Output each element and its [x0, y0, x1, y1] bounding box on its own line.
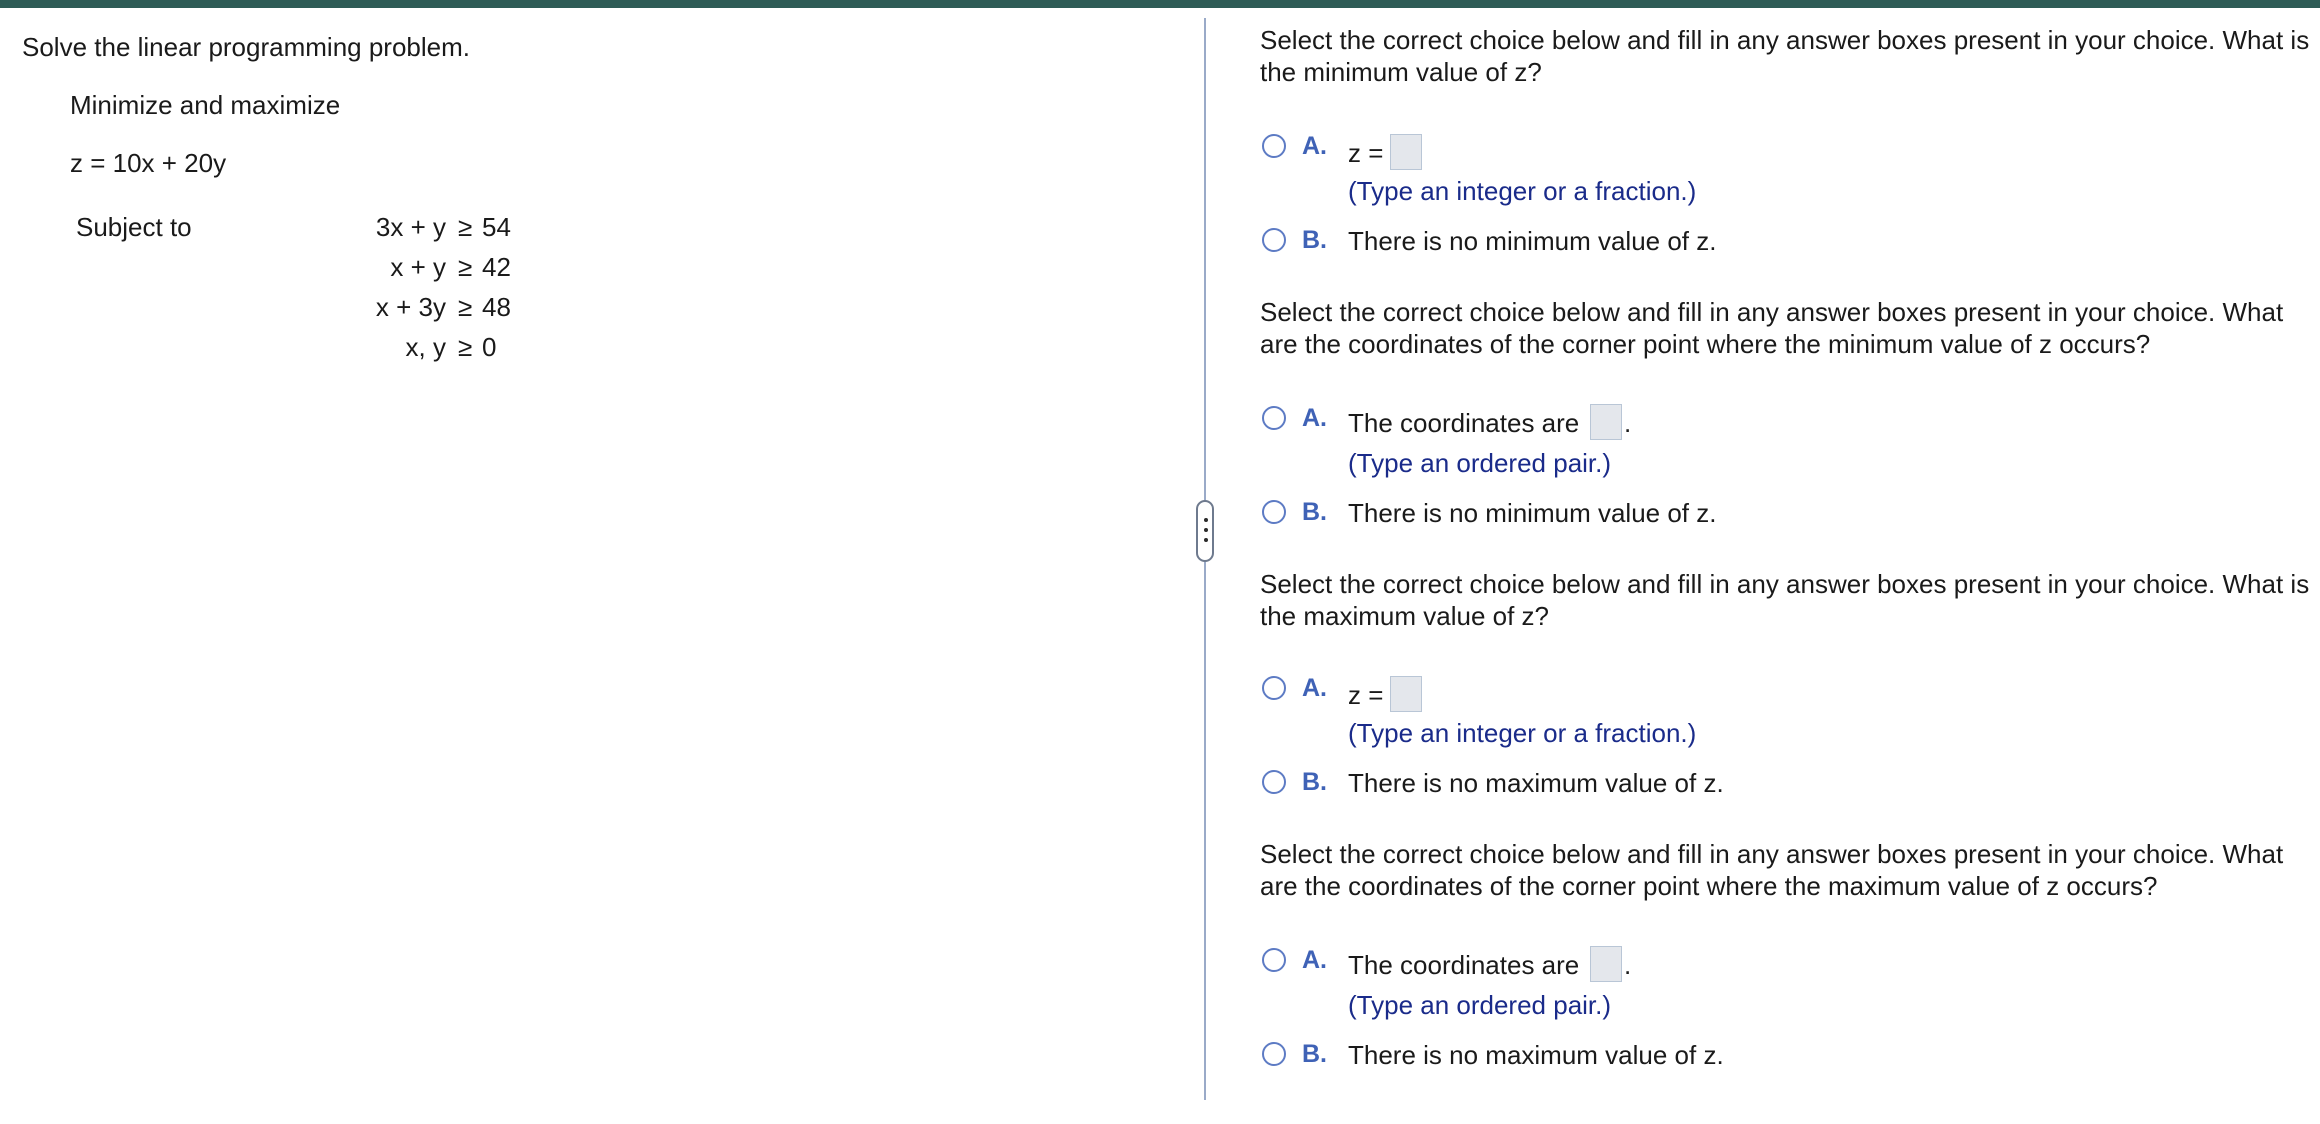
- option-text: There is no maximum value of z.: [1348, 768, 1724, 798]
- radio-option-a[interactable]: [1262, 948, 1286, 972]
- constraint-relation: ≥: [458, 212, 473, 242]
- option-prefix: The coordinates are: [1348, 408, 1580, 438]
- option-text: There is no maximum value of z.: [1348, 1040, 1724, 1070]
- option-letter: A.: [1302, 132, 1327, 160]
- answer-input[interactable]: [1390, 676, 1422, 712]
- radio-option-b[interactable]: [1262, 1042, 1286, 1066]
- answer-input[interactable]: [1390, 134, 1422, 170]
- radio-option-a[interactable]: [1262, 676, 1286, 700]
- option-letter: B.: [1302, 1040, 1327, 1068]
- radio-option-b[interactable]: [1262, 770, 1286, 794]
- option-letter: B.: [1302, 768, 1327, 796]
- question-prompt: Select the correct choice below and fill in any answer boxes present in your choice. What is the maximum value of z?: [1260, 569, 2310, 631]
- option-text: There is no minimum value of z.: [1348, 498, 1717, 528]
- answer-hint: (Type an ordered pair.): [1348, 990, 1612, 1020]
- answer-input[interactable]: [1590, 404, 1622, 440]
- constraint-rhs: 0: [482, 332, 497, 362]
- constraint-rhs: 54: [482, 212, 511, 242]
- subject-to-label: Subject to: [76, 212, 192, 242]
- question-prompt: Select the correct choice below and fill in any answer boxes present in your choice. What are the coordinates of the corner point where the minimum value of z occurs?: [1260, 297, 2284, 359]
- question-prompt: Select the correct choice below and fill in any answer boxes present in your choice. What are the coordinates of the corner point where the maximum value of z occurs?: [1260, 839, 2284, 901]
- constraint-lhs: 3x + y: [375, 212, 446, 242]
- constraint-relation: ≥: [458, 332, 473, 362]
- answer-hint: (Type an integer or a fraction.): [1348, 176, 1697, 206]
- constraint-relation: ≥: [458, 292, 473, 322]
- radio-option-b[interactable]: [1262, 500, 1286, 524]
- constraint-lhs: x + y: [390, 252, 446, 282]
- option-suffix: .: [1624, 950, 1632, 980]
- option-letter: A.: [1302, 674, 1327, 702]
- answer-hint: (Type an integer or a fraction.): [1348, 718, 1697, 748]
- radio-option-a[interactable]: [1262, 134, 1286, 158]
- top-accent-bar: [0, 0, 2320, 8]
- objective-function: z = 10x + 20y: [70, 148, 227, 178]
- radio-option-a[interactable]: [1262, 406, 1286, 430]
- option-suffix: .: [1624, 408, 1632, 438]
- problem-title: Solve the linear programming problem.: [22, 32, 470, 62]
- constraint-rhs: 48: [482, 292, 511, 322]
- option-prefix: z =: [1348, 680, 1384, 710]
- option-letter: A.: [1302, 946, 1327, 974]
- option-prefix: The coordinates are: [1348, 950, 1580, 980]
- option-letter: B.: [1302, 498, 1327, 526]
- question-prompt: Select the correct choice below and fill in any answer boxes present in your choice. What is the minimum value of z?: [1260, 25, 2310, 87]
- problem-pane: [0, 8, 1200, 1124]
- problem-instruction: Minimize and maximize: [70, 90, 341, 120]
- radio-option-b[interactable]: [1262, 228, 1286, 252]
- answer-hint: (Type an ordered pair.): [1348, 448, 1612, 478]
- option-letter: B.: [1302, 226, 1327, 254]
- constraint-lhs: x + 3y: [375, 292, 446, 322]
- option-prefix: z =: [1348, 138, 1384, 168]
- constraint-relation: ≥: [458, 252, 473, 282]
- option-letter: A.: [1302, 404, 1327, 432]
- option-text: There is no minimum value of z.: [1348, 226, 1717, 256]
- constraint-lhs: x, y: [405, 332, 446, 362]
- answer-input[interactable]: [1590, 946, 1622, 982]
- questions-pane: [1206, 8, 2320, 1124]
- constraint-rhs: 42: [482, 252, 511, 282]
